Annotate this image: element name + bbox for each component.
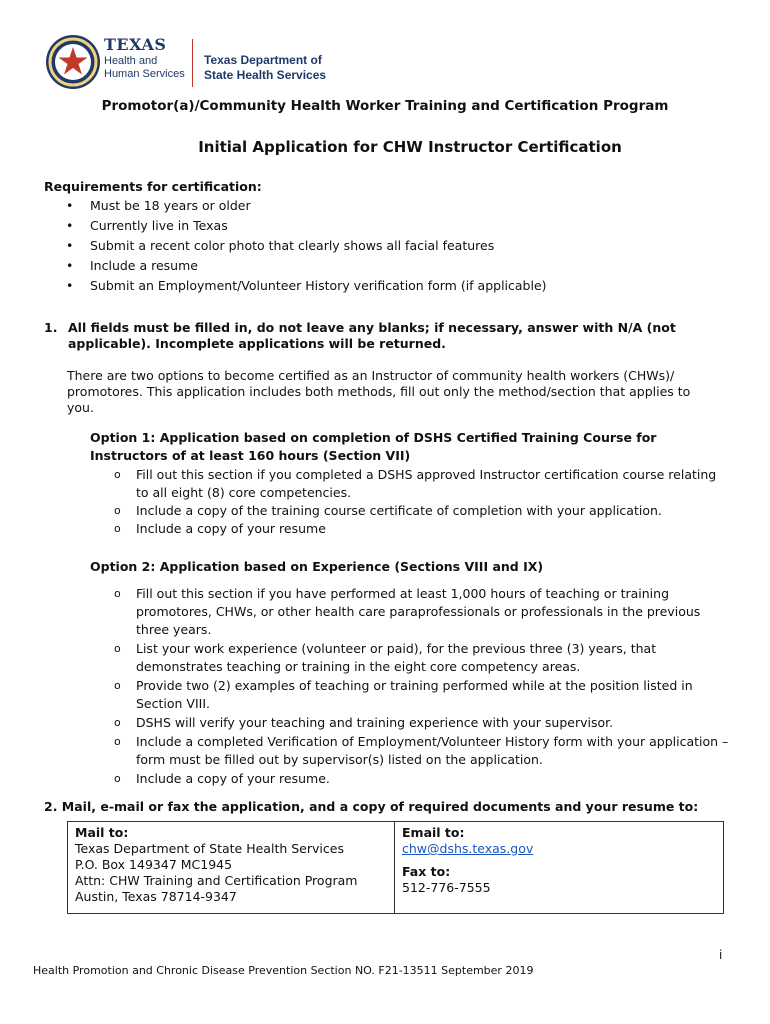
option-2-item: o Fill out this section if you have performed at least 1,000 hours of teaching or training promotores, CHWs, or other health care paraprofessionals or professionals in the previous three years. bbox=[111, 585, 731, 639]
mail-line: Attn: CHW Training and Certification Program bbox=[75, 873, 358, 888]
mail-label: Mail to: bbox=[75, 825, 129, 840]
fax-label: Fax to: bbox=[402, 864, 451, 879]
mail-line: Austin, Texas 78714-9347 bbox=[75, 889, 237, 904]
option-1-item: o Fill out this section if you completed a DSHS approved Instructor certification course relating to all eight (8) core competencies. bbox=[111, 466, 731, 502]
logo-texas-text: TEXAS bbox=[104, 35, 167, 54]
email-fax-cell bbox=[395, 822, 724, 914]
logo-divider bbox=[192, 39, 193, 87]
contact-table bbox=[67, 821, 724, 914]
mail-line: Texas Department of State Health Services bbox=[75, 841, 344, 856]
logo-dshs-text: Texas Department of State Health Services bbox=[204, 53, 327, 82]
option-1-item: o Include a copy of your resume bbox=[111, 520, 731, 538]
logo-hhs-text: Health and Human Services bbox=[104, 55, 185, 80]
requirements-heading: Requirements for certification: bbox=[44, 179, 262, 194]
requirement-item: • Submit a recent color photo that clearly shows all facial features bbox=[60, 236, 547, 256]
option-2-heading: Option 2: Application based on Experience (Sections VIII and IX) bbox=[90, 559, 544, 574]
option-2-item: o Include a copy of your resume. bbox=[111, 770, 731, 788]
option-2-item: o Include a completed Verification of Employment/Volunteer History form with your application – form must be filled out by supervisor(s) listed on the application. bbox=[111, 733, 731, 769]
header-logos bbox=[44, 33, 344, 93]
option-2-list bbox=[111, 585, 731, 789]
option-2-item: o Provide two (2) examples of teaching or training performed while at the position listed in Section VIII. bbox=[111, 677, 731, 713]
section-2-heading: 2. Mail, e-mail or fax the application, and a copy of required documents and your resume to: bbox=[44, 799, 699, 814]
mail-line: P.O. Box 149347 MC1945 bbox=[75, 857, 233, 872]
option-1-heading: Option 1: Application based on completion of DSHS Certified Training Course for Instructors of at least 160 hours (Section VII) bbox=[90, 430, 657, 463]
requirement-item: • Include a resume bbox=[60, 256, 547, 276]
email-label: Email to: bbox=[402, 825, 465, 840]
program-title: Promotor(a)/Community Health Worker Training and Certification Program bbox=[101, 98, 669, 114]
section-1-intro: There are two options to become certified as an Instructor of community health workers (CHWs)/ promotores. This application includes both methods, fill out only the method/section that applies to you. bbox=[67, 368, 691, 415]
requirement-item: • Currently live in Texas bbox=[60, 216, 547, 236]
option-1-list bbox=[111, 466, 731, 538]
option-1-item: o Include a copy of the training course certificate of completion with your application. bbox=[111, 502, 731, 520]
requirements-list bbox=[60, 196, 547, 296]
fax-number: 512-776-7555 bbox=[402, 880, 491, 895]
requirement-item: • Submit an Employment/Volunteer History verification form (if applicable) bbox=[60, 276, 547, 296]
requirement-item: • Must be 18 years or older bbox=[60, 196, 547, 216]
mail-cell bbox=[68, 822, 395, 914]
section-1-text: All fields must be filled in, do not leave any blanks; if necessary, answer with N/A (not applicable). Incomplete applications will be returned. bbox=[68, 320, 676, 351]
email-link[interactable]: chw@dshs.texas.gov bbox=[402, 841, 534, 856]
option-2-item: o List your work experience (volunteer or paid), for the previous three (3) years, that demonstrates teaching or training in the eight core competency areas. bbox=[111, 640, 731, 676]
option-2-item: o DSHS will verify your teaching and training experience with your supervisor. bbox=[111, 714, 731, 732]
page-number: i bbox=[719, 948, 723, 962]
texas-hhs-seal-icon bbox=[44, 33, 102, 91]
footer-text: Health Promotion and Chronic Disease Prevention Section NO. F21-13511 September 2019 bbox=[33, 964, 534, 977]
section-1-number: 1. bbox=[44, 320, 58, 335]
application-title: Initial Application for CHW Instructor Certification bbox=[198, 138, 622, 156]
